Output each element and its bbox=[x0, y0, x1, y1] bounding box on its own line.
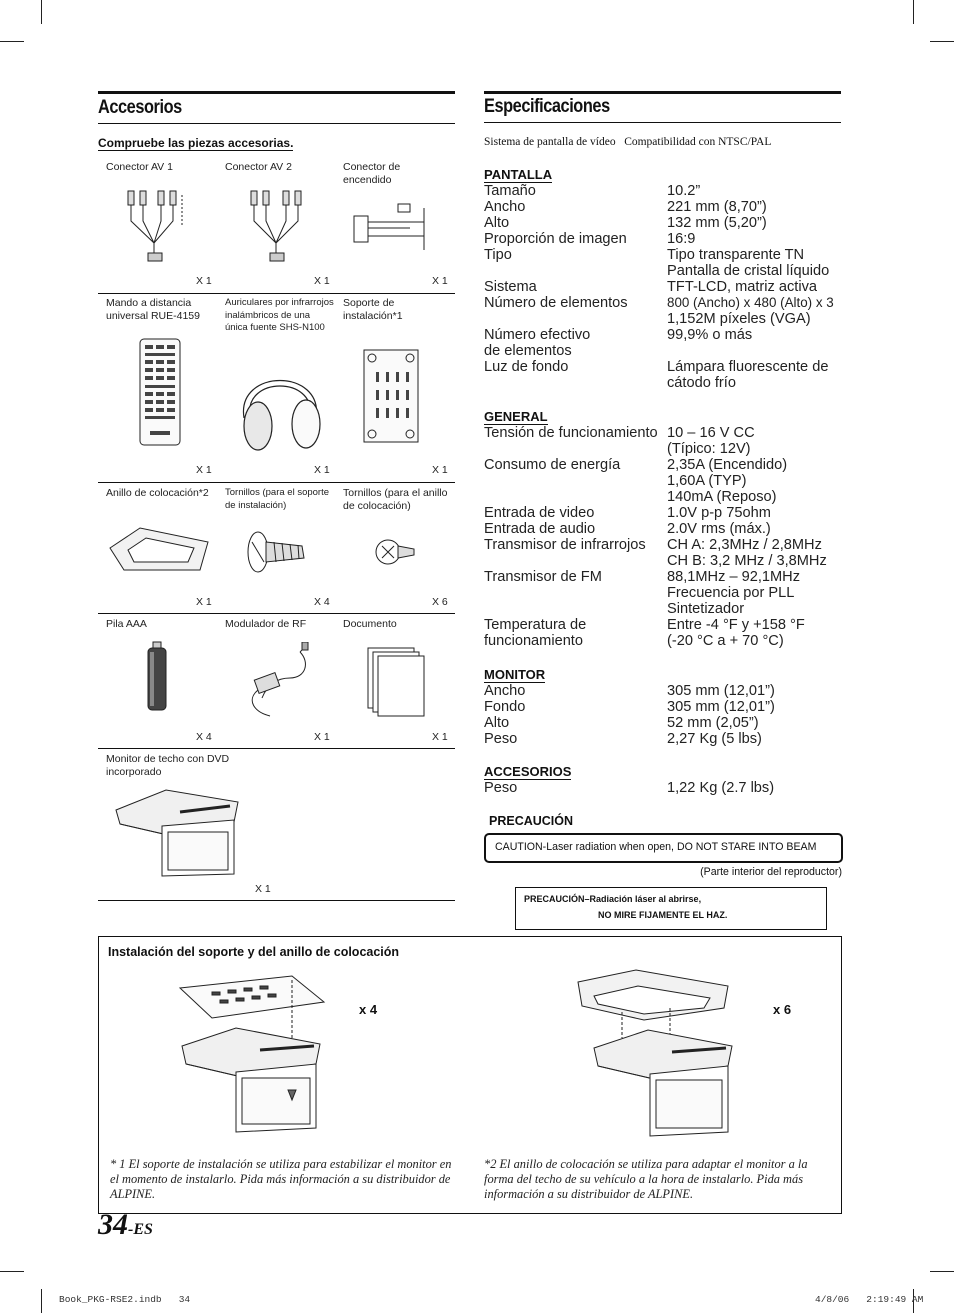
spec-key: Número de elementos bbox=[484, 295, 628, 311]
crop-mark bbox=[913, 0, 914, 24]
spec-key: Transmisor de infrarrojos bbox=[484, 537, 646, 553]
spec-section-heading bbox=[484, 764, 571, 779]
spec-value: 16:9 bbox=[667, 231, 696, 247]
spec-section-heading-text: MONITOR bbox=[484, 667, 546, 682]
power-connector-illustration bbox=[350, 200, 430, 255]
spec-value: 10.2” bbox=[667, 183, 701, 199]
cell-label: Conector AV 1 bbox=[106, 161, 173, 173]
spec-value: (-20 °C a + 70 °C) bbox=[667, 633, 784, 649]
print-footer-left: Book_PKG-RSE2.indb 34 bbox=[59, 1294, 191, 1305]
spec-key: Peso bbox=[484, 731, 518, 747]
spec-key: de elementos bbox=[484, 343, 572, 359]
cell-label: Tornillos (para el anillo de colocación) bbox=[343, 487, 448, 512]
spec-value: (Típico: 12V) bbox=[667, 441, 751, 457]
spec-key: Proporción de imagen bbox=[484, 231, 627, 247]
crop-mark bbox=[930, 1271, 954, 1272]
remote-control-illustration bbox=[138, 337, 182, 449]
spec-key: Alto bbox=[484, 715, 510, 731]
cell-label: Mando a distancia universal RUE-4159 bbox=[106, 297, 200, 322]
spec-key: Tamaño bbox=[484, 183, 536, 199]
ring-installation-illustration bbox=[574, 968, 738, 1148]
crop-mark bbox=[930, 41, 954, 42]
cell-label: Conector de encendido bbox=[343, 161, 401, 186]
spec-section-heading-text: GENERAL bbox=[484, 409, 548, 424]
spec-value: Tipo transparente TN bbox=[667, 247, 805, 263]
spec-key: Transmisor de FM bbox=[484, 569, 602, 585]
spec-value: 305 mm (12,01”) bbox=[667, 699, 775, 715]
cell-label: Documento bbox=[343, 618, 397, 630]
spec-key: Sistema bbox=[484, 279, 537, 295]
quantity: X 4 bbox=[314, 596, 330, 608]
page-number bbox=[98, 1208, 153, 1242]
crop-mark bbox=[41, 0, 42, 24]
cell-label: Conector AV 2 bbox=[225, 161, 292, 173]
precaution-line-1: PRECAUCIÓN–Radiación láser al abrirse, bbox=[524, 894, 702, 904]
cell-label: Soporte de instalación*1 bbox=[343, 297, 403, 322]
caution-label-text: CAUTION-Laser radiation when open, DO NOT STARE INTO BEAM bbox=[495, 841, 817, 853]
spec-key: Consumo de energía bbox=[484, 457, 621, 473]
section-rule bbox=[484, 91, 841, 94]
caution-label-box bbox=[484, 833, 843, 863]
spec-value: 1.0V p-p 75ohm bbox=[667, 505, 771, 521]
accesorios-subtitle: Compruebe las piezas accesorias. bbox=[98, 136, 294, 150]
spec-key: Fondo bbox=[484, 699, 526, 715]
spec-value: 2.0V rms (máx.) bbox=[667, 521, 771, 537]
installation-title: Instalación del soporte y del anillo de colocación bbox=[108, 945, 400, 959]
spec-value: 88,1MHz – 92,1MHz bbox=[667, 569, 801, 585]
spec-value: 221 mm (8,70”) bbox=[667, 199, 767, 215]
spec-value: 305 mm (12,01”) bbox=[667, 683, 775, 699]
spec-section-heading bbox=[484, 167, 552, 182]
spec-value: 1,60A (TYP) bbox=[667, 473, 747, 489]
spec-value: 1,152M píxeles (VGA) bbox=[667, 311, 811, 327]
spec-value: CH B: 3,2 MHz / 3,8MHz bbox=[667, 553, 827, 569]
spec-key: Entrada de video bbox=[484, 505, 595, 521]
quantity: X 1 bbox=[314, 275, 330, 287]
quantity: X 1 bbox=[314, 731, 330, 743]
section-rule bbox=[484, 122, 841, 123]
spec-key: Temperatura de bbox=[484, 617, 587, 633]
spec-key: funcionamiento bbox=[484, 633, 583, 649]
quantity: X 1 bbox=[432, 731, 448, 743]
bracket-installation-illustration bbox=[176, 972, 336, 1148]
row-divider bbox=[98, 900, 455, 901]
spec-value: Pantalla de cristal líquido bbox=[667, 263, 830, 279]
spec-value: 99,9% o más bbox=[667, 327, 753, 343]
section-rule bbox=[98, 91, 455, 94]
cell-label: Monitor de techo con DVD incorporado bbox=[106, 753, 230, 778]
footnote-2: *2 El anillo de colocación se utiliza para adaptar el monitor a la forma del techo de su vehículo a la hora de instalarlo. Pida más información a su distribuidor de ALPINE. bbox=[484, 1157, 808, 1201]
crop-mark bbox=[0, 41, 24, 42]
cell-label: Modulador de RF bbox=[225, 618, 307, 630]
spec-key: Ancho bbox=[484, 683, 526, 699]
caution-note: (Parte interior del reproductor) bbox=[700, 866, 842, 878]
print-footer-right: 4/8/06 2:19:49 AM bbox=[815, 1294, 924, 1305]
headphones-illustration bbox=[230, 348, 330, 453]
row-divider bbox=[98, 482, 455, 483]
rf-modulator-illustration bbox=[240, 642, 320, 722]
cell-label: Anillo de colocación*2 bbox=[106, 487, 209, 499]
quantity: X 1 bbox=[432, 464, 448, 476]
spec-value: 2,27 Kg (5 lbs) bbox=[667, 731, 762, 747]
cell-label: Auriculares por infrarrojos inalámbricos de una única fuente SHS-N100 bbox=[225, 297, 334, 333]
section-rule bbox=[98, 123, 455, 124]
cell-label: Tornillos (para el soporte de instalación) bbox=[225, 487, 330, 511]
spec-value: 140mA (Reposo) bbox=[667, 489, 777, 505]
document-icon bbox=[364, 644, 428, 718]
video-system: Sistema de pantalla de vídeo Compatibilidad con NTSC/PAL bbox=[484, 136, 772, 148]
spec-section-heading-text: PANTALLA bbox=[484, 167, 553, 182]
spec-value: Sintetizador bbox=[667, 601, 745, 617]
spec-value: 132 mm (5,20”) bbox=[667, 215, 767, 231]
spec-value: cátodo frío bbox=[667, 375, 736, 391]
spec-key: Entrada de audio bbox=[484, 521, 596, 537]
quantity: X 1 bbox=[432, 275, 448, 287]
crop-mark bbox=[41, 1289, 42, 1313]
av-connector-1-illustration bbox=[124, 185, 194, 265]
spec-key: Tensión de funcionamiento bbox=[484, 425, 658, 441]
row-divider bbox=[98, 293, 455, 294]
quantity: X 1 bbox=[196, 275, 212, 287]
spec-key: Peso bbox=[484, 780, 518, 796]
accesorios-title: Accesorios bbox=[98, 97, 182, 118]
screw-count-right: x 6 bbox=[773, 1002, 792, 1017]
spec-value: TFT-LCD, matriz activa bbox=[667, 279, 818, 295]
cell-label: Pila AAA bbox=[106, 618, 147, 630]
spec-value: 1,22 Kg (2.7 lbs) bbox=[667, 780, 775, 796]
quantity: X 1 bbox=[255, 883, 271, 895]
spec-key: Alto bbox=[484, 215, 510, 231]
dvd-monitor-illustration bbox=[110, 786, 242, 878]
bracket-screw-icon bbox=[244, 528, 310, 576]
spec-value: 2,35A (Encendido) bbox=[667, 457, 788, 473]
spec-key: Tipo bbox=[484, 247, 512, 263]
spec-value: 52 mm (2,05”) bbox=[667, 715, 759, 731]
spec-value: CH A: 2,3MHz / 2,8MHz bbox=[667, 537, 822, 553]
spec-key: Número efectivo bbox=[484, 327, 591, 343]
spec-value: Lámpara fluorescente de bbox=[667, 359, 829, 375]
mounting-bracket-illustration bbox=[360, 346, 422, 446]
av-connector-2-illustration bbox=[243, 185, 313, 265]
fitting-ring-illustration bbox=[104, 518, 214, 580]
quantity: X 1 bbox=[196, 464, 212, 476]
spec-value: Frecuencia por PLL bbox=[667, 585, 795, 601]
row-divider bbox=[98, 748, 455, 749]
spec-value: 800 (Ancho) x 480 (Alto) x 3 bbox=[667, 295, 834, 310]
quantity: X 4 bbox=[196, 731, 212, 743]
spec-section-heading bbox=[484, 667, 545, 682]
especificaciones-title: Especificaciones bbox=[484, 96, 610, 117]
spec-value: 10 – 16 V CC bbox=[667, 425, 755, 441]
page-number-value: 34 bbox=[98, 1208, 128, 1241]
spec-section-heading-text: ACCESORIOS bbox=[484, 764, 572, 779]
footnote-1: * 1 El soporte de instalación se utiliza para estabilizar el monitor en el momento de instalarlo. Pida más información a su distribuidor de ALPINE. bbox=[110, 1157, 452, 1201]
row-divider bbox=[98, 613, 455, 614]
quantity: X 6 bbox=[432, 596, 448, 608]
screw-count-left: x 4 bbox=[359, 1002, 378, 1017]
spec-section-heading bbox=[484, 409, 548, 424]
precaution-label-box bbox=[515, 887, 827, 930]
crop-mark bbox=[0, 1271, 24, 1272]
quantity: X 1 bbox=[314, 464, 330, 476]
quantity: X 1 bbox=[196, 596, 212, 608]
ring-screw-icon bbox=[372, 532, 418, 572]
spec-key: Ancho bbox=[484, 199, 526, 215]
caution-heading: PRECAUCIÓN bbox=[489, 814, 574, 828]
battery-icon bbox=[144, 640, 170, 714]
page-suffix: -ES bbox=[128, 1221, 153, 1238]
spec-key: Luz de fondo bbox=[484, 359, 569, 375]
spec-value: Entre -4 °F y +158 °F bbox=[667, 617, 805, 633]
precaution-line-2: NO MIRE FIJAMENTE EL HAZ. bbox=[598, 910, 728, 920]
